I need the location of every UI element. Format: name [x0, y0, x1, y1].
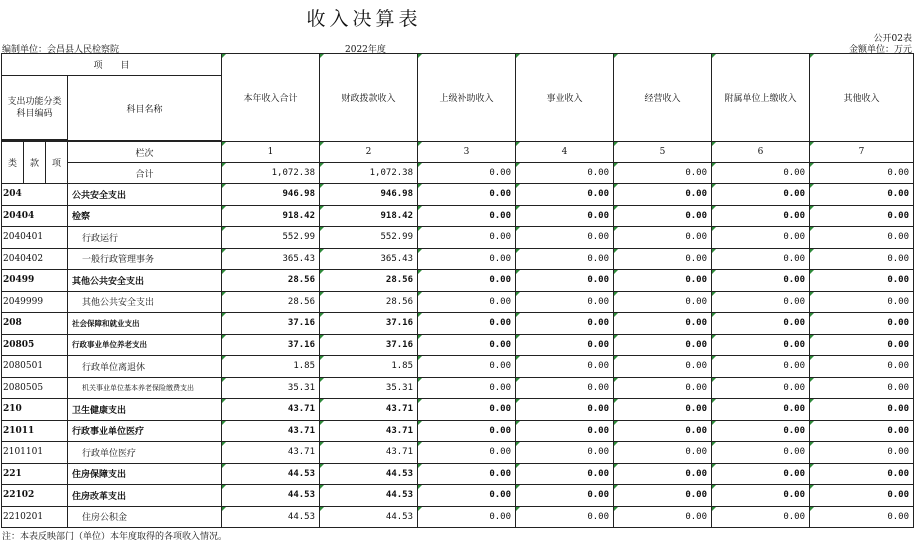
xiang-header: 项: [46, 142, 68, 184]
row-code: 204: [2, 184, 68, 206]
total-cell: 0.00: [712, 163, 810, 184]
total-cell: 1,072.38: [222, 163, 320, 184]
row-value: 0.00: [614, 485, 712, 507]
row-value: 0.00: [810, 463, 914, 485]
reporting-unit: 编制单位：会昌县人民检察院: [2, 45, 120, 55]
row-value: 946.98: [320, 184, 418, 206]
row-value: 0.00: [614, 184, 712, 206]
col-number: 5: [614, 142, 712, 163]
row-code: 208: [2, 313, 68, 335]
row-value: 1.85: [222, 356, 320, 378]
row-value: 0.00: [516, 248, 614, 270]
row-name: 检察: [68, 205, 222, 227]
row-value: 0.00: [516, 270, 614, 292]
row-value: 0.00: [712, 377, 810, 399]
row-value: 0.00: [418, 399, 516, 421]
row-value: 44.53: [222, 506, 320, 528]
row-value: 44.53: [320, 506, 418, 528]
col-header-3: 上级补助收入: [418, 54, 516, 142]
row-value: 0.00: [810, 356, 914, 378]
col-header-6: 附属单位上缴收入: [712, 54, 810, 142]
row-value: 0.00: [418, 506, 516, 528]
row-value: 0.00: [418, 377, 516, 399]
row-value: 0.00: [712, 334, 810, 356]
col-header-4: 事业收入: [516, 54, 614, 142]
row-value: 0.00: [614, 248, 712, 270]
row-value: 0.00: [712, 205, 810, 227]
report-year: 2022年度: [345, 45, 386, 55]
row-value: 0.00: [418, 205, 516, 227]
total-row: [2, 163, 914, 184]
row-value: 0.00: [418, 291, 516, 313]
row-value: 918.42: [222, 205, 320, 227]
row-value: 0.00: [614, 356, 712, 378]
row-value: 0.00: [614, 420, 712, 442]
row-name: 住房公积金: [68, 506, 222, 528]
row-code: 2040402: [2, 248, 68, 270]
row-value: 0.00: [810, 227, 914, 249]
row-value: 0.00: [516, 227, 614, 249]
row-name: 住房改革支出: [68, 485, 222, 507]
row-value: 43.71: [320, 442, 418, 464]
row-name: 行政事业单位医疗: [68, 420, 222, 442]
row-value: 0.00: [516, 485, 614, 507]
row-value: 0.00: [712, 420, 810, 442]
row-value: 0.00: [712, 485, 810, 507]
row-code: 2049999: [2, 291, 68, 313]
row-value: 552.99: [320, 227, 418, 249]
row-value: 0.00: [418, 442, 516, 464]
table-row: [2, 205, 914, 227]
row-value: 0.00: [418, 248, 516, 270]
total-cell: 0.00: [614, 163, 712, 184]
row-value: 0.00: [810, 334, 914, 356]
row-value: 35.31: [222, 377, 320, 399]
col-number: 6: [712, 142, 810, 163]
row-name: 卫生健康支出: [68, 399, 222, 421]
row-value: 0.00: [516, 313, 614, 335]
row-value: 44.53: [320, 485, 418, 507]
total-cell: 0.00: [516, 163, 614, 184]
col-header-5: 经营收入: [614, 54, 712, 142]
row-value: 0.00: [418, 270, 516, 292]
row-value: 28.56: [222, 291, 320, 313]
row-code: 21011: [2, 420, 68, 442]
row-value: 0.00: [516, 291, 614, 313]
row-value: 0.00: [418, 227, 516, 249]
income-table: [1, 53, 914, 528]
row-value: 0.00: [614, 399, 712, 421]
row-code: 2101101: [2, 442, 68, 464]
row-name: 行政事业单位养老支出: [68, 334, 222, 356]
code-header: 支出功能分类科目编码: [2, 76, 68, 140]
row-value: 946.98: [222, 184, 320, 206]
col-number: 1: [222, 142, 320, 163]
row-name: 一般行政管理事务: [68, 248, 222, 270]
row-value: 0.00: [516, 506, 614, 528]
row-value: 37.16: [222, 313, 320, 335]
table-row: [2, 313, 914, 335]
row-name: 机关事业单位基本养老保险缴费支出: [68, 377, 222, 399]
table-row: [2, 248, 914, 270]
table-row: [2, 420, 914, 442]
row-value: 0.00: [516, 356, 614, 378]
row-value: 44.53: [222, 463, 320, 485]
table-row: [2, 442, 914, 464]
row-value: 0.00: [614, 377, 712, 399]
table-row: [2, 377, 914, 399]
row-code: 22102: [2, 485, 68, 507]
row-value: 0.00: [418, 334, 516, 356]
row-value: 365.43: [222, 248, 320, 270]
total-cell: 0.00: [418, 163, 516, 184]
row-value: 918.42: [320, 205, 418, 227]
row-value: 43.71: [320, 399, 418, 421]
row-value: 0.00: [614, 205, 712, 227]
row-value: 28.56: [320, 270, 418, 292]
row-value: 0.00: [516, 184, 614, 206]
row-value: 28.56: [222, 270, 320, 292]
table-row: [2, 291, 914, 313]
row-code: 2210201: [2, 506, 68, 528]
row-value: 0.00: [712, 313, 810, 335]
row-value: 0.00: [810, 270, 914, 292]
row-value: 0.00: [712, 270, 810, 292]
row-value: 0.00: [712, 356, 810, 378]
row-value: 0.00: [810, 506, 914, 528]
row-value: 0.00: [614, 291, 712, 313]
row-value: 0.00: [712, 463, 810, 485]
form-code: 公开02表: [873, 34, 912, 44]
row-value: 0.00: [810, 291, 914, 313]
total-cell: 1,072.38: [320, 163, 418, 184]
row-value: 1.85: [320, 356, 418, 378]
table-row: [2, 356, 914, 378]
row-code: 2080505: [2, 377, 68, 399]
row-code: 20805: [2, 334, 68, 356]
row-value: 0.00: [418, 463, 516, 485]
col-number: 3: [418, 142, 516, 163]
row-value: 0.00: [810, 205, 914, 227]
row-value: 44.53: [222, 485, 320, 507]
row-value: 44.53: [320, 463, 418, 485]
row-value: 37.16: [320, 334, 418, 356]
table-row: [2, 227, 914, 249]
col-label: 栏次: [68, 142, 222, 163]
row-value: 0.00: [810, 377, 914, 399]
row-name: 行政单位医疗: [68, 442, 222, 464]
col-header-7: 其他收入: [810, 54, 914, 142]
row-value: 0.00: [712, 291, 810, 313]
row-value: 0.00: [810, 399, 914, 421]
row-name: 其他公共安全支出: [68, 291, 222, 313]
row-code: 20404: [2, 205, 68, 227]
row-name: 社会保障和就业支出: [68, 313, 222, 335]
table-row: [2, 463, 914, 485]
row-name: 其他公共安全支出: [68, 270, 222, 292]
row-value: 0.00: [712, 442, 810, 464]
row-value: 0.00: [516, 334, 614, 356]
col-header-1: 本年收入合计: [222, 54, 320, 142]
row-value: 0.00: [418, 313, 516, 335]
kuan-header: 款: [24, 142, 46, 184]
table-row: [2, 270, 914, 292]
row-value: 0.00: [614, 463, 712, 485]
name-header: 科目名称: [68, 76, 222, 141]
lei-header: 类: [2, 142, 24, 184]
total-label: 合计: [68, 163, 222, 184]
row-value: 0.00: [516, 399, 614, 421]
row-value: 0.00: [516, 420, 614, 442]
row-value: 43.71: [222, 399, 320, 421]
row-code: 221: [2, 463, 68, 485]
row-value: 0.00: [418, 356, 516, 378]
amount-unit: 金额单位：万元: [848, 45, 912, 55]
row-code: 2080501: [2, 356, 68, 378]
row-value: 43.71: [320, 420, 418, 442]
row-value: 0.00: [712, 184, 810, 206]
row-name: 行政单位离退休: [68, 356, 222, 378]
row-value: 0.00: [418, 485, 516, 507]
row-value: 0.00: [712, 399, 810, 421]
col-header-2: 财政拨款收入: [320, 54, 418, 142]
table-row: [2, 506, 914, 528]
col-number: 2: [320, 142, 418, 163]
row-value: 0.00: [614, 313, 712, 335]
row-value: 0.00: [516, 377, 614, 399]
row-value: 0.00: [516, 442, 614, 464]
row-code: 210: [2, 399, 68, 421]
row-value: 0.00: [810, 442, 914, 464]
row-value: 0.00: [810, 485, 914, 507]
row-value: 0.00: [614, 506, 712, 528]
report-title: 收入决算表: [306, 8, 422, 30]
table-note: 注：本表反映部门（单位）本年度取得的各项收入情况。: [2, 532, 228, 542]
row-value: 0.00: [810, 313, 914, 335]
row-value: 0.00: [810, 248, 914, 270]
row-value: 0.00: [614, 334, 712, 356]
row-value: 0.00: [516, 463, 614, 485]
row-value: 43.71: [222, 442, 320, 464]
row-name: 行政运行: [68, 227, 222, 249]
col-number: 7: [810, 142, 914, 163]
table-row: [2, 485, 914, 507]
row-name: 公共安全支出: [68, 184, 222, 206]
row-value: 35.31: [320, 377, 418, 399]
row-value: 365.43: [320, 248, 418, 270]
row-value: 0.00: [712, 227, 810, 249]
row-value: 0.00: [614, 442, 712, 464]
row-value: 0.00: [418, 184, 516, 206]
row-code: 20499: [2, 270, 68, 292]
table-row: [2, 399, 914, 421]
table-row: [2, 184, 914, 206]
row-value: 37.16: [320, 313, 418, 335]
row-value: 43.71: [222, 420, 320, 442]
total-cell: 0.00: [810, 163, 914, 184]
row-value: 0.00: [418, 420, 516, 442]
table-row: [2, 334, 914, 356]
item-header: 项 目: [2, 54, 222, 76]
col-number: 4: [516, 142, 614, 163]
row-name: 住房保障支出: [68, 463, 222, 485]
row-value: 0.00: [712, 506, 810, 528]
row-value: 0.00: [614, 270, 712, 292]
row-code: 2040401: [2, 227, 68, 249]
row-value: 28.56: [320, 291, 418, 313]
row-value: 0.00: [810, 420, 914, 442]
row-value: 0.00: [712, 248, 810, 270]
row-value: 552.99: [222, 227, 320, 249]
row-value: 37.16: [222, 334, 320, 356]
row-value: 0.00: [516, 205, 614, 227]
row-value: 0.00: [614, 227, 712, 249]
row-value: 0.00: [810, 184, 914, 206]
